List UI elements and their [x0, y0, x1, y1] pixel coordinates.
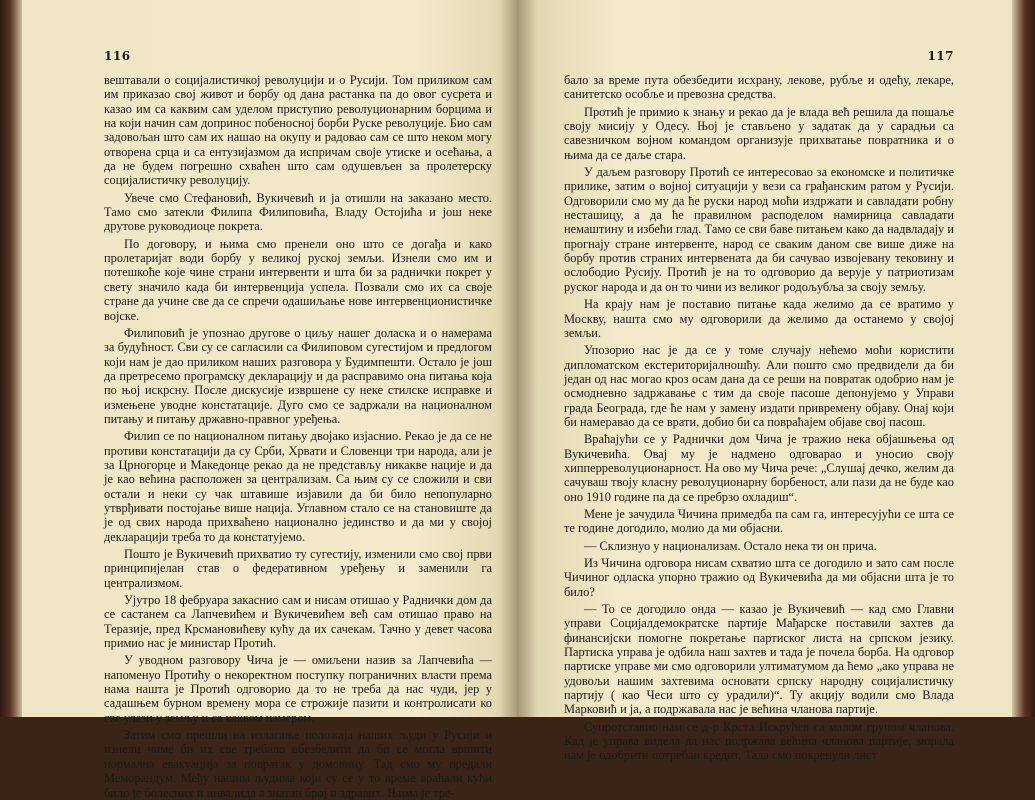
- paragraph: Пошто је Вукичевић прихватио ту сугестију, изменили смо свој први принципијелан став о федеративном уређењу и заменили га централизмом.: [104, 547, 492, 590]
- paragraph: Из Чичина одговора нисам схватио шта се догодило и зато сам после Чичиног одласка упорно тражио од Вукичевића да ми објасни шта је то било?: [564, 556, 954, 599]
- paragraph: Увече смо Стефановић, Вукичевић и ја отишли на заказано место. Тамо смо затекли Филипа Филиповића, Владу Остојића и још неке друтове руководиоце покрета.: [104, 190, 492, 234]
- paragraph: Затим смо прешли на излагање положаја наших људи у Русији и изнели чиме би их све требало обезбедити да би се могла вршити нормална евакуација за повратак у домовину. Тад смо му предали Меморандум. Међу нашим људима који су се у то време враћали кући било је болесних и инвалида а знатан број и здравих. Њима је тре-: [104, 728, 492, 800]
- paragraph: У даљем разговору Протић се интересовао за економске и политичке прилике, затим о војној ситуацији у вези са грађанским ратом у Русији. Одговорили смо му да ће руски народ моћи издржати и савладати робну несташицу, а да ће правилном расподелом намирница савладати немаштину и избећи глад. Тамо се сви баве питањем како да надвладају и прогнају стране интервенте, народ се сваким даном све више диже на борбу против страних интервената да би сачувао извојевану тековину и ослободио Русију. Протић је на то одговорио да верује у патриотизам руског народа и да он то чини из великог родољубља за своју земљу.: [564, 165, 954, 294]
- paragraph: Мене је зачудила Чичина примедба па сам га, интересујући се шта се те године догодило, молио да ми објасни.: [564, 506, 954, 536]
- paragraph: — То се догодило онда — казао је Вукичевић — кад смо Главни управи Социјалдемократске партије Мађарске поставили захтев да финансијски помогне покретање партиског листа на српском језику. Партиска управа је одбила наш захтев и тада је почела борба. На одговор партиске управе ми смо одговорили ултиматумом да ћемо „ако управа не удовољи нашим захтевима основати српску народну социјалистичку партију ( као Чеси што су урадили)“. Ту акцију водили смо Влада Марковић и ја, а подржавала нас је већина чланова партије.: [564, 602, 954, 717]
- paragraph: Протић је примио к знању и рекао да је влада већ решила да пошаље своју мисију у Одесу. Њој је стављено у задатак да у сарадњи са савезничком војном командом организује прихватање повратника и о њима да се даље стара.: [564, 104, 954, 162]
- paragraph: Супротставио нам се д-р Крста Искрућев са малом групом чланова. Кад је управа видела да нас подржава већина чланова партије, морала нам је одобрити потребан кредит. Тада смо покренули лист: [564, 719, 954, 763]
- paragraph: По договору, и њима смо пренели оно што се догађа и како пролетаријат води борбу у великој руској земљи. Изнели смо им и потешкоће које чине страни интервенти и шта би за раднички покрет у свету значило када би интервенција успела. Позвали смо их са своје стране да учине све да се спречи одашиљање нове интервенционистичке војске.: [104, 236, 492, 323]
- paragraph: — Склизнуо у национализам. Остало нека ти он прича.: [584, 538, 877, 553]
- paragraph: Филип се по националном питању двојако изјаснио. Рекао је да се не противи констатацији да су Срби, Хрвати и Словенци три народа, али је за Црногорце и Македонце рекао да не представљу никакве нације и да је као већина расположен за централизам. Са њим су се сложили и сви остали и неки су чак штавише изјавили да би било непопуларно утврђивати постојање више нација. Углавном стало се на становиште да је од свих народа прихваћено национално јединство и да ми у својој декларацији треба то да констатујемо.: [104, 429, 492, 544]
- left-page-number: 116: [104, 49, 131, 63]
- right-page: [520, 0, 1012, 763]
- paragraph: бало за време пута обезбедити исхрану, лекове, рубље и одећу, лекаре, санитетско особље и превозна средства.: [564, 73, 954, 102]
- paragraph: Филиповић је упознао другове о циљу нашег доласка и о намерама за будућност. Сви су се сагласили са Филиповом сугестијом и предлогом који нам је дао приликом наших разговора у Будимпешти. Остало је још да претресемо програмску декларацију и да расправимо она питања која по њој искрсну. После дискусије извршене су неке стилске исправке и измењене уводне констатације. Дуго смо се задржали на националном питању и питању државно-правног уређења.: [104, 325, 492, 426]
- right-page-number: 117: [927, 49, 954, 63]
- left-page: [22, 0, 514, 800]
- right-page-text: [564, 73, 954, 763]
- paragraph: вештавали о социјалистичкој револуцији и о Русији. Том приликом сам им приказао свој живот и борбу од дана растанка па до овог сусрета и казао им са каквим сам уделом приступио револуционарним борцима и на који начин сам допринос побеносној борби Руске револуције. Био сам задовољан што сам их нашао на окупу и радовао сам се што неком могу отворена срца и са ентузијазмом да испричам своје утиске и осећања, а да не будем погрешно схваћен што сам одушевљен за пролетерску социјалистичку револуцију.: [104, 73, 492, 188]
- paragraph: На крају нам је поставио питање када желимо да се вратимо у Москву, нашта смо му одговорили да желимо да останемо у својој земљи.: [564, 297, 954, 340]
- left-page-text: [104, 73, 492, 800]
- paragraph: Ујутро 18 фебруара закаснио сам и нисам отишао у Раднички дом да се састанем са Лапчевићем и Вукичевићем већ сам отишао право на Теразије, пред Крсмановићеву кућу да их сачекам. Тачно у девет часова примио нас је министар Протић.: [104, 593, 492, 651]
- paragraph: Упозорио нас је да се у томе случају нећемо моћи користити дипломатском екстериторијалношћу. Али пошто смо предвидели да би један од нас могао кроз осам дана да се реши на повратак одобрио нам је осмодневно задржавање с тим да своје пасоше депонујемо у Управи града Београда, где ће нам у замену издати привремену објаву. Онај који би намеравао да се врати, добио би са повраћајем објаве свој пасош.: [564, 343, 954, 429]
- paragraph: Враћајући се у Раднички дом Чича је тражио нека објашњења од Вукичевића. Овај му је надмено одговарао и уносио своју хипперреволуционарност. На ово му Чича рече: „Слушај дечко, желим да сачуваш твоју класну револуционарну борбеност, али пази да не буде као оно 1910 године па да се пребрзо охладиш“.: [564, 432, 954, 504]
- paragraph: У уводном разговору Чича је — омиљени назив за Лапчевића — напоменуо Протићу о некоректном поступку пограничних власти према нама нашта је Протић одговорио да то не треба да нас чуди, јер у садашњем бурном времену мора се строжије пазити и контролисати ко све улази у земљу и са каквом намером.: [104, 653, 492, 725]
